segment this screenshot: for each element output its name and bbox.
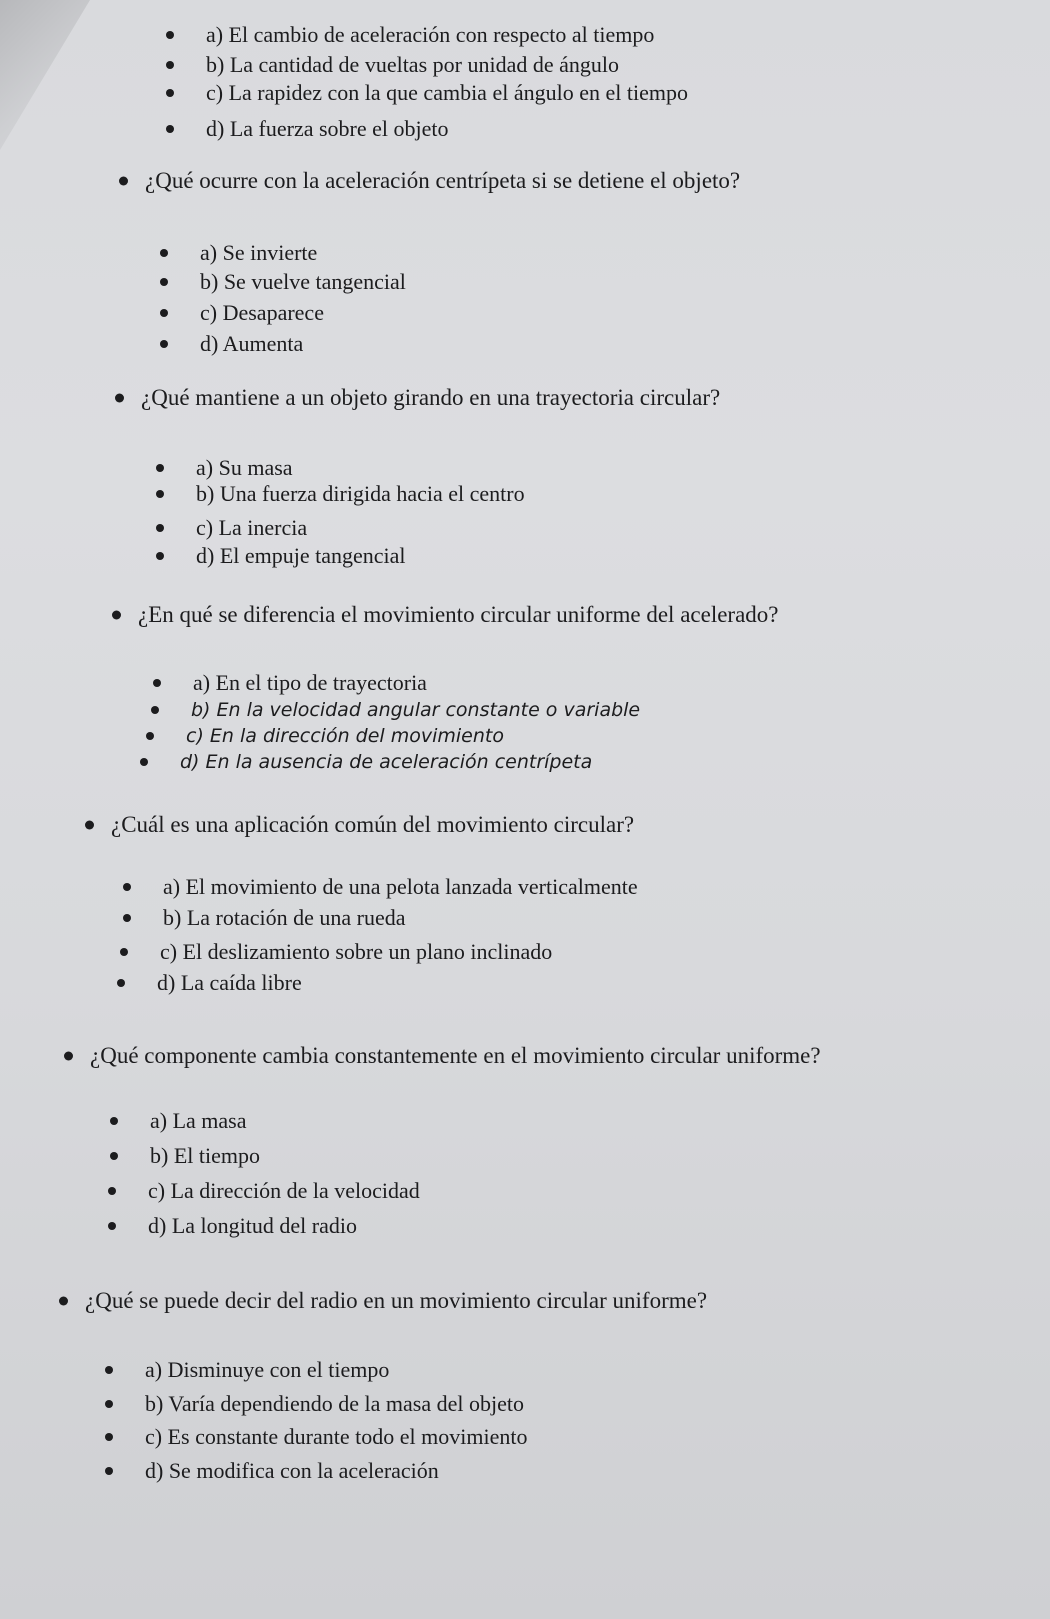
option-6c: c) La dirección de la velocidad bbox=[148, 1178, 420, 1203]
option-4c: c) En la dirección del movimiento bbox=[186, 725, 504, 747]
question-4: ¿En qué se diferencia el movimiento circular uniforme del acelerado? bbox=[138, 602, 779, 627]
option-1d: d) La fuerza sobre el objeto bbox=[206, 116, 449, 141]
option-2d: d) Aumenta bbox=[200, 331, 304, 356]
option-3c: c) La inercia bbox=[196, 515, 308, 540]
option-1c: c) La rapidez con la que cambia el ángulo en el tiempo bbox=[206, 80, 688, 105]
option-2b: b) Se vuelve tangencial bbox=[200, 269, 406, 294]
option-1b: b) La cantidad de vueltas por unidad de ángulo bbox=[206, 52, 619, 77]
option-6d: d) La longitud del radio bbox=[148, 1213, 357, 1238]
option-6b: b) El tiempo bbox=[150, 1143, 260, 1168]
option-4d: d) En la ausencia de aceleración centrípeta bbox=[180, 751, 593, 773]
option-3b: b) Una fuerza dirigida hacia el centro bbox=[196, 481, 525, 506]
option-5d: d) La caída libre bbox=[157, 970, 302, 995]
option-3a: a) Su masa bbox=[196, 455, 293, 480]
question-2: ¿Qué ocurre con la aceleración centrípeta si se detiene el objeto? bbox=[145, 168, 741, 193]
option-7d: d) Se modifica con la aceleración bbox=[145, 1458, 439, 1483]
option-4a: a) En el tipo de trayectoria bbox=[193, 670, 427, 695]
option-7a: a) Disminuye con el tiempo bbox=[145, 1357, 390, 1382]
option-5c: c) El deslizamiento sobre un plano inclinado bbox=[160, 939, 553, 964]
option-1a: a) El cambio de aceleración con respecto al tiempo bbox=[206, 22, 655, 47]
question-7: ¿Qué se puede decir del radio en un movimiento circular uniforme? bbox=[85, 1288, 708, 1313]
question-5: ¿Cuál es una aplicación común del movimiento circular? bbox=[111, 812, 635, 837]
option-7b: b) Varía dependiendo de la masa del objeto bbox=[145, 1391, 524, 1416]
option-2a: a) Se invierte bbox=[200, 240, 318, 265]
option-2c: c) Desaparece bbox=[200, 300, 324, 325]
option-4b: b) En la velocidad angular constante o variable bbox=[191, 699, 641, 721]
question-3: ¿Qué mantiene a un objeto girando en una trayectoria circular? bbox=[141, 385, 721, 410]
question-6: ¿Qué componente cambia constantemente en el movimiento circular uniforme? bbox=[90, 1043, 821, 1068]
option-7c: c) Es constante durante todo el movimiento bbox=[145, 1424, 528, 1449]
option-6a: a) La masa bbox=[150, 1108, 247, 1133]
option-5b: b) La rotación de una rueda bbox=[163, 905, 406, 930]
option-5a: a) El movimiento de una pelota lanzada verticalmente bbox=[163, 874, 638, 899]
option-3d: d) El empuje tangencial bbox=[196, 543, 406, 568]
